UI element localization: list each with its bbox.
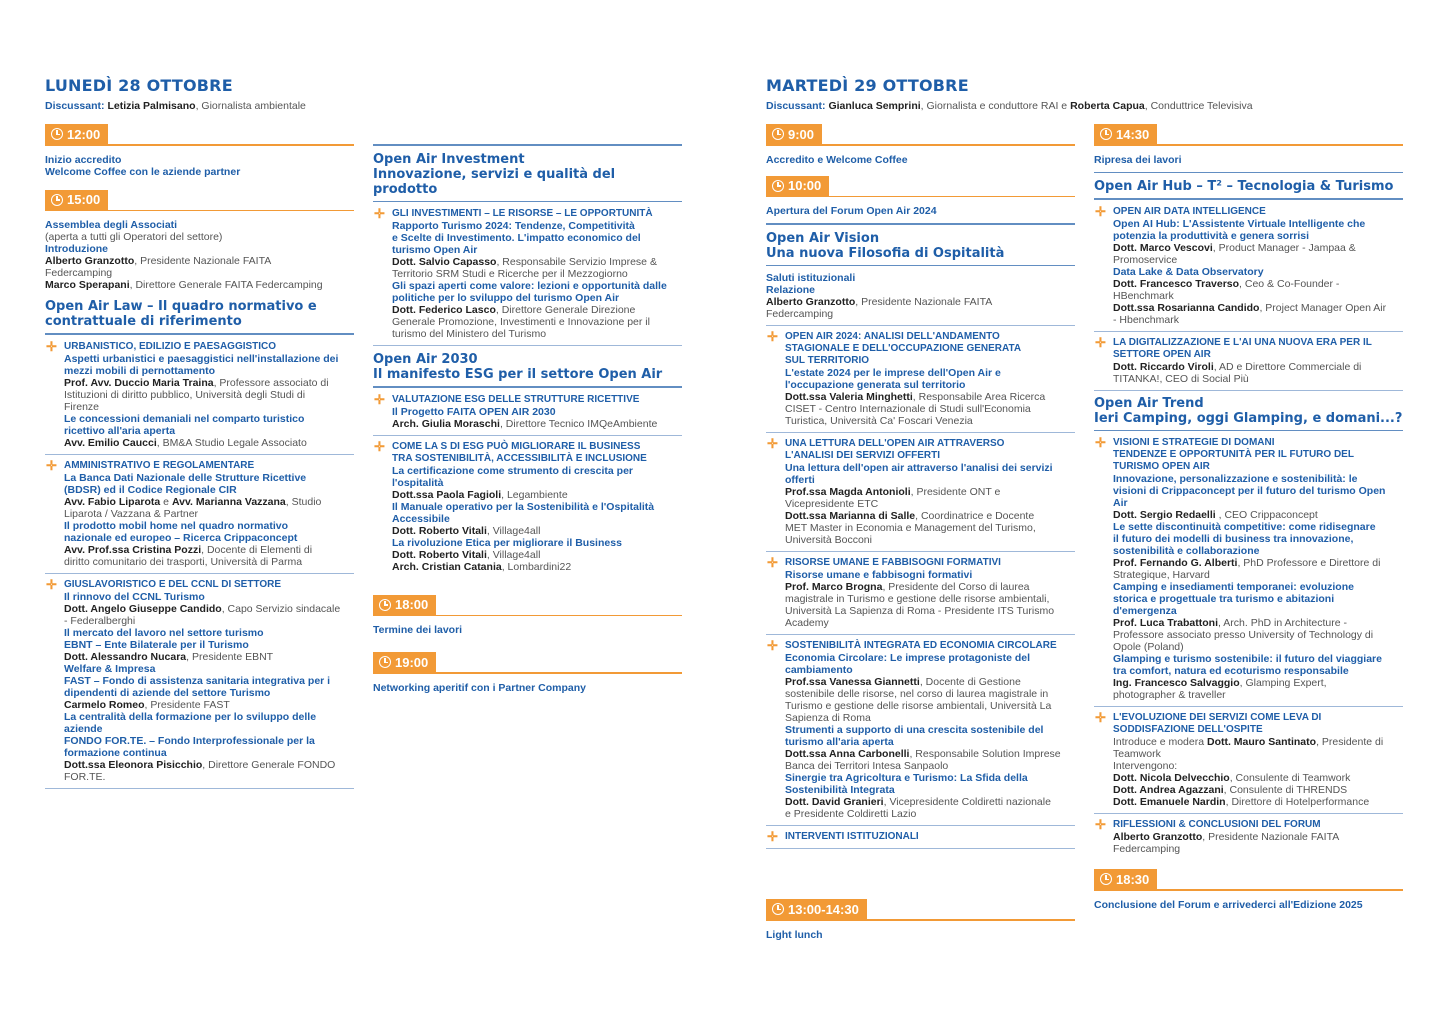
- time-slot-1000: 10:00 Apertura del Forum Open Air 2024: [766, 176, 1075, 218]
- clock-icon: [772, 180, 784, 192]
- clock-icon: [51, 194, 63, 206]
- sub-riflessioni: ✛ RIFLESSIONI & CONCLUSIONI DEL FORUM Alberto Granzotto, Presidente Nazionale FAITA Federcamping: [1095, 817, 1340, 855]
- time-slot-1430: 14:30 Ripresa dei lavori: [1094, 124, 1403, 166]
- time-badge: 19:00: [373, 652, 436, 672]
- clock-icon: [1100, 128, 1112, 140]
- clock-icon: [51, 128, 63, 140]
- section-open-air-trend: Open Air Trend Ieri Camping, oggi Glamping, e domani...? ✛ VISIONI E STRATEGIE DI DOMANI TENDENZE E OPPORTUNITÀ PER IL FUTURO DEL TURISMO OPEN AIR Innovazione, personalizzazione e sostenibilità: le visioni di Crippaconcept per il futuro del turismo Open Air Dott. Sergio Redaelli , CEO Crippaconcept Le sette discontinuità competitive: come ridisegnare il futuro dei modelli di business tra innovazione, sostenibilità e collaborazione Prof. Fernando G. Alberti, PhD Professore e Direttore di Strategique, Harvard Camping e insediamenti temporanei: evoluzione storica e progettuale tra turismo e abitazioni d'emergenza Prof. Luca Trabattoni, Arch. PhD in Architecture - Professore associato presso University of Technology di Opole (Poland) Glamping e turismo sostenibile: il futuro del viaggiare tra comfort, natura ed ecoturismo responsabile Ing. Francesco Salvaggio, Glamping Expert, photographer & traveller ✛ L'EVOLUZIONE DEI SERVIZI COME LEVA DI SODDISFAZIONE DELL'OSPITE Introduce e modera Dott. Mauro Santinato, Presidente di Teamwork Intervengono: Dott. Nicola Delvecchio, Consulente di Teamwork Dott. Andrea Agazzani, Consulente di THRENDS Dott. Emanuele Nardin, Direttore di Hotelperformance ✛ RIFLESSIONI & CONCLUSIONI DEL FORUM Alberto Granzotto, Presidente Nazionale FAITA Federcamping: [1094, 395, 1403, 855]
- sub-investimenti: ✛ GLI INVESTIMENTI – LE RISORSE – LE OPPORTUNITÀ Rapporto Turismo 2024: Tendenze, Competitività e Scelte di Investimento. L'impatto economico del turismo Open Air Dott. Salvio Capasso, Responsabile Servizio Imprese & Territorio SRM Studi e Ricerche per il Mezzogiorno Gli spazi aperti come valore: lezioni e opportunità dalle politiche per lo sviluppo del turismo Open Air Dott. Federico Lasco, Direttore Generale Direzione Generale Promozione, Investimenti e Innovazione per il turismo del Ministero del Turismo: [374, 206, 667, 340]
- plus-star-icon: ✛: [46, 338, 57, 354]
- monday-title: LUNEDÌ 28 OTTOBRE: [45, 76, 233, 95]
- sub-urbanistico: ✛ URBANISTICO, EDILIZIO E PAESAGGISTICO Aspetti urbanistici e paesaggistici nell'installazione dei mezzi mobili di pernottamento Prof. Avv. Duccio Maria Traina, Professore associato di Istituzioni di diritto pubblico, Università degli Studi di Firenze Le concessioni demaniali nel comparto turistico ricettivo all'aria aperta Avv. Emilio Caucci, BM&A Studio Legale Associato: [46, 338, 339, 449]
- sub-risorse-umane: ✛ RISORSE UMANE E FABBISOGNI FORMATIVI Risorse umane e fabbisogni formativi Prof. Marco Brogna, Presidente del Corso di laurea magistrale in Turismo e gestione delle risorse ambientali, Università La Sapienza di Roma - Presidente ITS Turismo Academy: [767, 555, 1055, 629]
- section-open-air-investment: Open Air Investment Innovazione, servizi e qualità del prodotto ✛ GLI INVESTIMENTI – LE RISORSE – LE OPPORTUNITÀ Rapporto Turismo 2024: Tendenze, Competitività e Scelte di Investimento. L'impatto economico del turismo Open Air Dott. Salvio Capasso, Responsabile Servizio Imprese & Territorio SRM Studi e Ricerche per il Mezzogiorno Gli spazi aperti come valore: lezioni e opportunità dalle politiche per lo sviluppo del turismo Open Air Dott. Federico Lasco, Direttore Generale Direzione Generale Promozione, Investimenti e Innovazione per il turismo del Ministero del Turismo: [373, 152, 682, 347]
- plus-star-icon: ✛: [767, 638, 778, 653]
- time-slot-1800: 18:00 Termine dei lavori: [373, 595, 682, 637]
- plus-star-icon: ✛: [767, 436, 778, 451]
- tuesday-discussant: Discussant: Gianluca Semprini, Giornalista e conduttore RAI e Roberta Capua, Conduttrice Televisiva: [766, 100, 1253, 112]
- sub-sostenibilita: ✛ SOSTENIBILITÀ INTEGRATA ED ECONOMIA CIRCOLARE Economia Circolare: Le imprese protagoniste del cambiamento Prof.ssa Vanessa Giannetti, Docente di Gestione sostenibile delle risorse, nel corso di laurea magistrale in Turismo e gestione delle risorse ambientali, Università La Sapienza di Roma Strumenti a supporto di una crescita sostenibile del turismo all'aria aperta Dott.ssa Anna Carbonelli, Responsabile Solution Imprese Banca dei Territori Intesa Sanpaolo Sinergie tra Agricoltura e Turismo: La Sfida della Sostenibilità Integrata Dott. David Granieri, Vicepresidente Coldiretti nazionale e Presidente Coldiretti Lazio: [767, 638, 1061, 820]
- plus-star-icon: ✛: [1095, 203, 1106, 219]
- sub-data-intelligence: ✛ OPEN AIR DATA INTELLIGENCE Open AI Hub: L'Assistente Virtuale Intelligente che potenzia la produttività e genera sorrisi Dott. Marco Vescovi, Product Manager - Jampaa & Promoservice Data Lake & Data Observatory Dott. Francesco Traverso, Ceo & Co-Founder - HBenchmark Dott.ssa Rosarianna Candido, Project Manager Open Air - Hbenchmark: [1095, 203, 1387, 326]
- plus-star-icon: ✛: [46, 576, 57, 592]
- time-badge: 18:00: [373, 595, 436, 615]
- tuesday-column-2: [1094, 124, 1403, 917]
- time-badge: 13:00-14:30: [766, 899, 867, 919]
- time-badge: 18:30: [1094, 869, 1157, 889]
- time-slot-1500: 15:00 Assemblea degli Associati (aperta a tutti gli Operatori del settore) Introduzione Alberto Granzotto, Presidente Nazionale FAITA Federcamping Marco Sperapani, Direttore Generale FAITA Federcamping: [45, 190, 354, 292]
- time-slot-lunch: 13:00-14:30 Light lunch: [766, 899, 1075, 941]
- sub-visioni-strategie: ✛ VISIONI E STRATEGIE DI DOMANI TENDENZE E OPPORTUNITÀ PER IL FUTURO DEL TURISMO OPEN AIR Innovazione, personalizzazione e sostenibilità: le visioni di Crippaconcept per il futuro del turismo Open Air Dott. Sergio Redaelli , CEO Crippaconcept Le sette discontinuità competitive: come ridisegnare il futuro dei modelli di business tra innovazione, sostenibilità e collaborazione Prof. Fernando G. Alberti, PhD Professore e Direttore di Strategique, Harvard Camping e insediamenti temporanei: evoluzione storica e progettuale tra turismo e abitazioni d'emergenza Prof. Luca Trabattoni, Arch. PhD in Architecture - Professore associato presso University of Technology di Opole (Poland) Glamping e turismo sostenibile: il futuro del viaggiare tra comfort, natura ed ecoturismo responsabile Ing. Francesco Salvaggio, Glamping Expert, photographer & traveller: [1095, 435, 1386, 701]
- plus-star-icon: ✛: [374, 438, 385, 454]
- time-badge: 15:00: [45, 190, 108, 210]
- monday-column-2: [373, 144, 682, 700]
- time-slot-1900: 19:00 Networking aperitif con i Partner Company: [373, 652, 682, 694]
- plus-star-icon: ✛: [46, 457, 57, 473]
- sub-amministrativo: ✛ AMMINISTRATIVO E REGOLAMENTARE La Banca Dati Nazionale delle Strutture Ricettive (BDSR) ed il Codice Regionale CIR Avv. Fabio Liparota e Avv. Marianna Vazzana, Studio Liparota / Vazzana & Partner Il prodotto mobil home nel quadro normativo nazionale ed europeo – Ricerca Crippaconcept Avv. Prof.ssa Cristina Pozzi, Docente di Elementi di diritto comunitario dei trasporti, Università di Parma: [46, 457, 322, 568]
- sub-open-air-2024: ✛ OPEN AIR 2024: ANALISI DELL'ANDAMENTO STAGIONALE E DELL'OCCUPAZIONE GENERATA SUL TERRITORIO L'estate 2024 per le imprese dell'Open Air e l'occupazione generata sul territorio Dott.ssa Valeria Minghetti, Responsabile Area Ricerca CISET - Centro Internazionale di Studi sull'Economia Turistica, Università Ca' Foscari Venezia: [767, 329, 1046, 427]
- time-badge: 12:00: [45, 124, 108, 144]
- sub-lettura-open-air: ✛ UNA LETTURA DELL'OPEN AIR ATTRAVERSO L'ANALISI DEI SERVIZI OFFERTI Una lettura dell'open air attraverso l'analisi dei servizi offerti Prof.ssa Magda Antonioli, Presidente ONT e Vicepresidente ETC Dott.ssa Marianna di Salle, Coordinatrice e Docente MET Master in Economia e Management del Turismo, Università Bocconi: [767, 436, 1053, 546]
- time-slot-1830: 18:30 Conclusione del Forum e arrivederci all'Edizione 2025: [1094, 869, 1403, 911]
- sub-valutazione-esg: ✛ VALUTAZIONE ESG DELLE STRUTTURE RICETTIVE Il Progetto FAITA OPEN AIR 2030 Arch. Giulia Moraschi, Direttore Tecnico IMQeAmbiente: [374, 391, 658, 430]
- monday-discussant: Discussant: Letizia Palmisano, Giornalista ambientale: [45, 100, 306, 112]
- plus-star-icon: ✛: [1095, 334, 1106, 350]
- time-badge: 9:00: [766, 124, 822, 144]
- plus-star-icon: ✛: [1095, 817, 1106, 832]
- tuesday-title: MARTEDÌ 29 OTTOBRE: [766, 76, 969, 95]
- clock-icon: [772, 128, 784, 140]
- clock-icon: [379, 656, 391, 668]
- plus-star-icon: ✛: [374, 391, 385, 407]
- plus-star-icon: ✛: [767, 555, 778, 570]
- time-badge: 10:00: [766, 176, 829, 196]
- section-open-air-hub: Open Air Hub – T² – Tecnologia & Turismo ✛ OPEN AIR DATA INTELLIGENCE Open AI Hub: L'Assistente Virtuale Intelligente che potenzia la produttività e genera sorrisi Dott. Marco Vescovi, Product Manager - Jampaa & Promoservice Data Lake & Data Observatory Dott. Francesco Traverso, Ceo & Co-Founder - HBenchmark Dott.ssa Rosarianna Candido, Project Manager Open Air - Hbenchmark ✛ LA DIGITALIZZAZIONE E L'AI UNA NUOVA ERA PER IL SETTORE OPEN AIR Dott. Riccardo Viroli, AD e Direttore Commerciale di TITANKA!, CEO di Social Più: [1094, 172, 1403, 391]
- sub-s-di-esg: ✛ COME LA S DI ESG PUÒ MIGLIORARE IL BUSINESS TRA SOSTENIBILITÀ, ACCESSIBILITÀ E INCLUSIONE La certificazione come strumento di crescita per l'ospitalità Dott.ssa Paola Fagioli, Legambiente Il Manuale operativo per la Sostenibilità e l'Ospitalità Accessibile Dott. Roberto Vitali, Village4all La rivoluzione Etica per migliorare il Business Dott. Roberto Vitali, Village4all Arch. Cristian Catania, Lombardini22: [374, 438, 655, 573]
- plus-star-icon: ✛: [1095, 435, 1106, 450]
- sub-interventi-istituzionali: ✛ INTERVENTI ISTITUZIONALI: [767, 829, 919, 844]
- time-slot-1200: 12:00 Inizio accredito Welcome Coffee con le aziende partner: [45, 124, 354, 178]
- sub-digitalizzazione: ✛ LA DIGITALIZZAZIONE E L'AI UNA NUOVA ERA PER IL SETTORE OPEN AIR Dott. Riccardo Viroli, AD e Direttore Commerciale di TITANKA!, CEO di Social Più: [1095, 334, 1372, 385]
- section-open-air-law: Open Air Law – Il quadro normativo e contrattuale di riferimento ✛ URBANISTICO, EDILIZIO E PAESAGGISTICO Aspetti urbanistici e paesaggistici nell'installazione dei mezzi mobili di pernottamento Prof. Avv. Duccio Maria Traina, Professore associato di Istituzioni di diritto pubblico, Università degli Studi di Firenze Le concessioni demaniali nel comparto turistico ricettivo all'aria aperta Avv. Emilio Caucci, BM&A Studio Legale Associato ✛ AMMINISTRATIVO E REGOLAMENTARE La Banca Dati Nazionale delle Strutture Ricettive (BDSR) ed il Codice Regionale CIR Avv. Fabio Liparota e Avv. Marianna Vazzana, Studio Liparota / Vazzana & Partner Il prodotto mobil home nel quadro normativo nazionale ed europeo – Ricerca Crippaconcept Avv. Prof.ssa Cristina Pozzi, Docente di Elementi di diritto comunitario dei trasporti, Università di Parma ✛ GIUSLAVORISTICO E DEL CCNL DI SETTORE Il rinnovo del CCNL Turismo Dott. Angelo Giuseppe Candido, Capo Servizio sindacale - Federalberghi Il mercato del lavoro nel settore turismo EBNT – Ente Bilaterale per il Turismo Dott. Alessandro Nucara, Presidente EBNT Welfare & Impresa FAST – Fondo di assistenza sanitaria integrativa per i dipendenti di aziende del settore Turismo Carmelo Romeo, Presidente FAST La centralità della formazione per lo sviluppo delle aziende FONDO FOR.TE. – Fondo Interprofessionale per la formazione continua Dott.ssa Eleonora Pisicchio, Direttore Generale FONDO FOR.TE.: [45, 299, 354, 789]
- monday-column-1: [45, 124, 354, 794]
- plus-star-icon: ✛: [1095, 710, 1106, 725]
- tuesday-column-1: [766, 124, 1075, 947]
- plus-star-icon: ✛: [767, 829, 778, 844]
- clock-icon: [772, 903, 784, 915]
- plus-star-icon: ✛: [767, 329, 778, 344]
- time-slot-0900: 9:00 Accredito e Welcome Coffee: [766, 124, 1075, 166]
- time-badge: 14:30: [1094, 124, 1157, 144]
- clock-icon: [379, 599, 391, 611]
- clock-icon: [1100, 873, 1112, 885]
- sub-evoluzione-servizi: ✛ L'EVOLUZIONE DEI SERVIZI COME LEVA DI SODDISFAZIONE DELL'OSPITE Introduce e modera Dott. Mauro Santinato, Presidente di Teamwork Intervengono: Dott. Nicola Delvecchio, Consulente di Teamwork Dott. Andrea Agazzani, Consulente di THRENDS Dott. Emanuele Nardin, Direttore di Hotelperformance: [1095, 710, 1384, 808]
- sub-giuslavoristico: ✛ GIUSLAVORISTICO E DEL CCNL DI SETTORE Il rinnovo del CCNL Turismo Dott. Angelo Giuseppe Candido, Capo Servizio sindacale - Federalberghi Il mercato del lavoro nel settore turismo EBNT – Ente Bilaterale per il Turismo Dott. Alessandro Nucara, Presidente EBNT Welfare & Impresa FAST – Fondo di assistenza sanitaria integrativa per i dipendenti di aziende del settore Turismo Carmelo Romeo, Presidente FAST La centralità della formazione per lo sviluppo delle aziende FONDO FOR.TE. – Fondo Interprofessionale per la formazione continua Dott.ssa Eleonora Pisicchio, Direttore Generale FONDO FOR.TE.: [46, 576, 341, 783]
- plus-star-icon: ✛: [374, 206, 385, 221]
- section-open-air-vision: Open Air Vision Una nuova Filosofia di Ospitalità Saluti istituzionali Relazione Alberto Granzotto, Presidente Nazionale FAITA Federcamping ✛ OPEN AIR 2024: ANALISI DELL'ANDAMENTO STAGIONALE E DELL'OCCUPAZIONE GENERATA SUL TERRITORIO L'estate 2024 per le imprese dell'Open Air e l'occupazione generata sul territorio Dott.ssa Valeria Minghetti, Responsabile Area Ricerca CISET - Centro Internazionale di Studi sull'Economia Turistica, Università Ca' Foscari Venezia ✛ UNA LETTURA DELL'OPEN AIR ATTRAVERSO L'ANALISI DEI SERVIZI OFFERTI Una lettura dell'open air attraverso l'analisi dei servizi offerti Prof.ssa Magda Antonioli, Presidente ONT e Vicepresidente ETC Dott.ssa Marianna di Salle, Coordinatrice e Docente MET Master in Economia e Management del Turismo, Università Bocconi ✛ RISORSE UMANE E FABBISOGNI FORMATIVI Risorse umane e fabbisogni formativi Prof. Marco Brogna, Presidente del Corso di laurea magistrale in Turismo e gestione delle risorse ambientali, Università La Sapienza di Roma - Presidente ITS Turismo Academy ✛ SOSTENIBILITÀ INTEGRATA ED ECONOMIA CIRCOLARE Economia Circolare: Le imprese protagoniste del cambiamento Prof.ssa Vanessa Giannetti, Docente di Gestione sostenibile delle risorse, nel corso di laurea magistrale in Turismo e gestione delle risorse ambientali, Università La Sapienza di Roma Strumenti a supporto di una crescita sostenibile del turismo all'aria aperta Dott.ssa Anna Carbonelli, Responsabile Solution Imprese Banca dei Territori Intesa Sanpaolo Sinergie tra Agricoltura e Turismo: La Sfida della Sostenibilità Integrata Dott. David Granieri, Vicepresidente Coldiretti nazionale e Presidente Coldiretti Lazio ✛ INTERVENTI ISTITUZIONALI: [766, 223, 1075, 849]
- section-open-air-2030: Open Air 2030 Il manifesto ESG per il settore Open Air ✛ VALUTAZIONE ESG DELLE STRUTTURE RICETTIVE Il Progetto FAITA OPEN AIR 2030 Arch. Giulia Moraschi, Direttore Tecnico IMQeAmbiente ✛ COME LA S DI ESG PUÒ MIGLIORARE IL BUSINESS TRA SOSTENIBILITÀ, ACCESSIBILITÀ E INCLUSIONE La certificazione come strumento di crescita per l'ospitalità Dott.ssa Paola Fagioli, Legambiente Il Manuale operativo per la Sostenibilità e l'Ospitalità Accessibile Dott. Roberto Vitali, Village4all La rivoluzione Etica per migliorare il Business Dott. Roberto Vitali, Village4all Arch. Cristian Catania, Lombardini22: [373, 352, 682, 573]
